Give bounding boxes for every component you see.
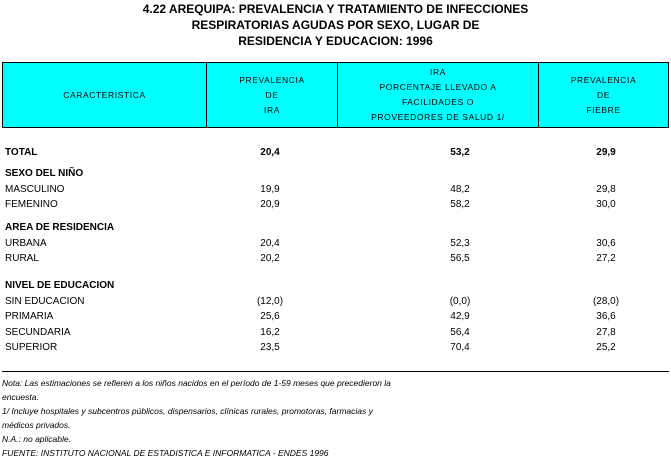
row-label: TOTAL: [5, 147, 38, 158]
cell-prevalencia-ira: 20,9: [260, 199, 280, 210]
cell-porcentaje-llevado: 58,2: [450, 199, 470, 210]
table-row: [0, 340, 671, 355]
table-row-total: [0, 145, 671, 160]
title-line-1: 4.22 AREQUIPA: PREVALENCIA Y TRATAMIENTO DE INFECCIONES: [142, 2, 529, 16]
row-label: RURAL: [5, 253, 39, 264]
title-line-2: RESPIRATORIAS AGUDAS POR SEXO, LUGAR DE: [191, 18, 480, 32]
source-line: FUENTE: INSTITUTO NACIONAL DE ESTADISTICA E INFORMATICA - ENDES 1996: [2, 448, 329, 458]
cell-porcentaje-llevado: 53,2: [450, 147, 470, 158]
table-notes: [2, 376, 669, 460]
table-row: [0, 197, 671, 212]
cell-prevalencia-fiebre: 36,6: [596, 311, 616, 322]
header-text: PREVALENCIA: [239, 74, 305, 85]
cell-prevalencia-ira: 20,2: [260, 253, 280, 264]
section-title-text: AREA DE RESIDENCIA: [5, 222, 115, 233]
header-caracteristica-label: CARACTERISTICA: [63, 89, 146, 100]
table-row: [0, 236, 671, 251]
cell-porcentaje-llevado: 52,3: [450, 238, 470, 249]
table-bottom-rule: [2, 371, 669, 372]
cell-porcentaje-llevado: 48,2: [450, 184, 470, 195]
header-text: FACILIDADES O: [401, 97, 475, 107]
header-prevalencia-ira: [207, 63, 337, 127]
header-text: DE: [265, 89, 279, 100]
cell-prevalencia-fiebre: 30,6: [596, 238, 616, 249]
note-line: médicos privados.: [2, 420, 71, 430]
header-text: PORCENTAJE LLEVADO A: [379, 82, 497, 92]
table-header: [2, 62, 669, 128]
cell-porcentaje-llevado: 56,5: [450, 253, 470, 264]
note-line: encuesta.: [2, 392, 39, 402]
table-row: [0, 309, 671, 324]
row-label: SIN EDUCACION: [5, 296, 85, 307]
row-label: PRIMARIA: [5, 311, 54, 322]
cell-porcentaje-llevado: 70,4: [450, 342, 470, 353]
cell-prevalencia-fiebre: 25,2: [596, 342, 616, 353]
section-title: [0, 278, 671, 293]
cell-prevalencia-fiebre: 27,2: [596, 253, 616, 264]
row-label: SECUNDARIA: [5, 327, 71, 338]
cell-porcentaje-llevado: (0,0): [449, 296, 471, 307]
row-label: SUPERIOR: [5, 342, 58, 353]
note-line: N.A.: no aplicable.: [2, 434, 71, 444]
row-label: URBANA: [5, 238, 47, 249]
cell-prevalencia-ira: (12,0): [256, 296, 284, 307]
cell-prevalencia-fiebre: 30,0: [596, 199, 616, 210]
header-text: FIEBRE: [586, 104, 621, 115]
cell-prevalencia-ira: 16,2: [260, 327, 280, 338]
row-label: MASCULINO: [5, 184, 65, 195]
table-title: [0, 1, 671, 49]
cell-prevalencia-ira: 20,4: [260, 238, 280, 249]
cell-prevalencia-ira: 23,5: [260, 342, 280, 353]
table-row: [0, 294, 671, 309]
cell-porcentaje-llevado: 56,4: [450, 327, 470, 338]
section-title-text: NIVEL DE EDUCACION: [5, 280, 115, 291]
header-text: IRA: [264, 104, 280, 115]
section-title: [0, 220, 671, 235]
cell-prevalencia-ira: 19,9: [260, 184, 280, 195]
table-row: [0, 251, 671, 266]
note-line: 1/ Incluye hospitales y subcentros públicos, dispensarios, clínicas rurales, promotoras, farmacias y: [2, 406, 373, 416]
cell-prevalencia-fiebre: 29,8: [596, 184, 616, 195]
table-row: [0, 182, 671, 197]
header-porcentaje-llevado: [338, 63, 538, 127]
cell-prevalencia-fiebre: (28,0): [592, 296, 620, 307]
note-line: Nota: Las estimaciones se refieren a los niños nacidos en el período de 1-59 meses que precedieron la: [2, 378, 391, 388]
cell-prevalencia-fiebre: 29,9: [596, 147, 616, 158]
header-text: PROVEEDORES DE SALUD 1/: [371, 112, 505, 122]
section-title-text: SEXO DEL NIÑO: [5, 168, 84, 179]
header-text: PREVALENCIA: [570, 74, 637, 85]
header-prevalencia-fiebre: [539, 63, 668, 127]
section-title: [0, 166, 671, 181]
cell-porcentaje-llevado: 42,9: [450, 311, 470, 322]
title-line-3: RESIDENCIA Y EDUCACION: 1996: [238, 34, 433, 48]
cell-prevalencia-ira: 20,4: [260, 147, 280, 158]
cell-prevalencia-fiebre: 27,8: [596, 327, 616, 338]
table-row: [0, 325, 671, 340]
cell-prevalencia-ira: 25,6: [260, 311, 280, 322]
header-text: IRA: [430, 67, 446, 77]
header-text: DE: [596, 89, 610, 100]
row-label: FEMENINO: [5, 199, 58, 210]
header-caracteristica: [3, 63, 206, 127]
